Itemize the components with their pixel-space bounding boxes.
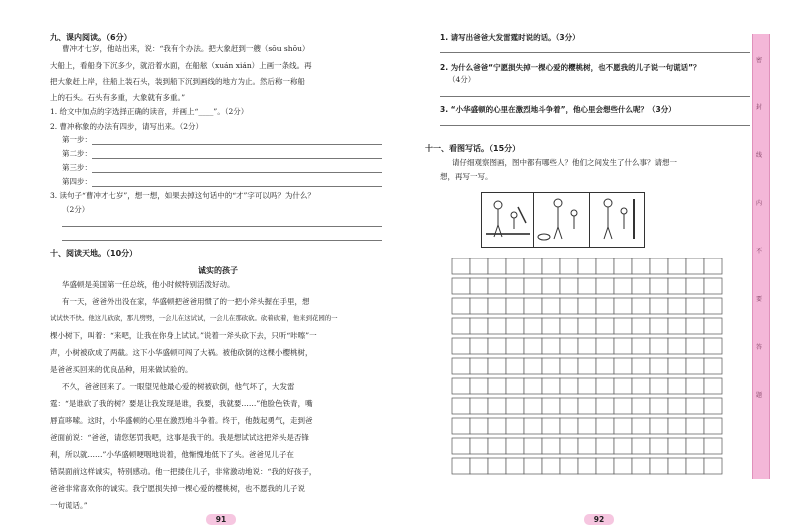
grid-cell[interactable]: [578, 438, 596, 454]
grid-cell[interactable]: [560, 298, 578, 314]
section11-instruction-1: 请仔细观察图画，图中都有哪些人？他们之间发生了什么事？请想一: [452, 158, 677, 167]
grid-cell[interactable]: [704, 438, 722, 454]
grid-cell[interactable]: [632, 318, 650, 334]
grid-cell[interactable]: [578, 278, 596, 294]
grid-cell[interactable]: [470, 298, 488, 314]
right-question2-points: （4分）: [448, 75, 476, 84]
grid-cell[interactable]: [596, 438, 614, 454]
grid-cell[interactable]: [542, 358, 560, 374]
grid-cell[interactable]: [596, 398, 614, 414]
grid-cell[interactable]: [596, 338, 614, 354]
grid-cell[interactable]: [560, 458, 578, 474]
grid-cell[interactable]: [704, 318, 722, 334]
q3-answer-line-2[interactable]: [62, 240, 382, 241]
picture-panel-3: [589, 192, 645, 248]
grid-cell[interactable]: [704, 258, 722, 274]
grid-cell[interactable]: [488, 418, 506, 434]
grid-cell[interactable]: [524, 398, 542, 414]
grid-cell[interactable]: [470, 318, 488, 334]
seal-line-strip: [752, 34, 770, 479]
grid-cell[interactable]: [632, 438, 650, 454]
grid-cell[interactable]: [596, 298, 614, 314]
grid-cell[interactable]: [614, 398, 632, 414]
grid-cell[interactable]: [704, 398, 722, 414]
grid-cell[interactable]: [650, 418, 668, 434]
section9-question2: 2. 曹冲称象的办法有四步，请写出来。（2分）: [50, 122, 204, 131]
grid-cell[interactable]: [452, 258, 470, 274]
grid-cell[interactable]: [614, 358, 632, 374]
grid-cell[interactable]: [470, 398, 488, 414]
grid-cell[interactable]: [488, 398, 506, 414]
grid-cell[interactable]: [704, 298, 722, 314]
grid-cell[interactable]: [452, 278, 470, 294]
grid-cell[interactable]: [542, 458, 560, 474]
step-4-label: 第四步：: [62, 177, 92, 186]
step-1-label: 第一步：: [62, 135, 92, 144]
grid-cell[interactable]: [686, 258, 704, 274]
grid-cell[interactable]: [560, 418, 578, 434]
grid-cell[interactable]: [668, 418, 686, 434]
grid-cell[interactable]: [632, 458, 650, 474]
family-scene-illustration-3: [590, 193, 644, 247]
grid-cell[interactable]: [704, 458, 722, 474]
grid-cell[interactable]: [668, 318, 686, 334]
right-q2-answer-line[interactable]: [440, 96, 750, 97]
grid-cell[interactable]: [506, 418, 524, 434]
seal-char-6: 要: [756, 296, 763, 303]
seal-char-7: 答: [756, 344, 763, 351]
grid-cell[interactable]: [578, 358, 596, 374]
grid-cell[interactable]: [650, 458, 668, 474]
grid-cell[interactable]: [686, 458, 704, 474]
grid-cell[interactable]: [506, 298, 524, 314]
grid-cell[interactable]: [452, 298, 470, 314]
grid-cell[interactable]: [524, 278, 542, 294]
story-paragraph-5: 声，小树被砍成了两截。这下小华盛顿可闯了大祸。被他砍倒的这棵小樱桃树，: [50, 348, 313, 357]
section9-question3-points: （2分）: [62, 205, 90, 214]
grid-cell[interactable]: [668, 278, 686, 294]
grid-cell[interactable]: [650, 438, 668, 454]
seal-char-2: 封: [756, 104, 763, 111]
grid-cell[interactable]: [650, 318, 668, 334]
grid-cell[interactable]: [668, 438, 686, 454]
grid-cell[interactable]: [506, 378, 524, 394]
grid-cell[interactable]: [470, 358, 488, 374]
grid-cell[interactable]: [452, 418, 470, 434]
story-paragraph-11: 利，所以就……”小华盛顿哽咽地说着，他惭愧地低下了头。爸爸见儿子在: [50, 450, 294, 459]
grid-cell[interactable]: [524, 418, 542, 434]
grid-cell[interactable]: [452, 338, 470, 354]
grid-cell[interactable]: [614, 438, 632, 454]
grid-cell[interactable]: [632, 298, 650, 314]
grid-cell[interactable]: [560, 278, 578, 294]
grid-cell[interactable]: [632, 398, 650, 414]
story-paragraph-14: 一句谎话。”: [50, 501, 88, 510]
grid-cell[interactable]: [578, 458, 596, 474]
grid-cell[interactable]: [686, 298, 704, 314]
grid-cell[interactable]: [650, 298, 668, 314]
grid-cell[interactable]: [668, 338, 686, 354]
grid-cell[interactable]: [542, 378, 560, 394]
section9-question1: 1. 给文中加点的字选择正确的读音，并画上“____”。（2分）: [50, 107, 249, 116]
grid-cell[interactable]: [506, 318, 524, 334]
section9-passage-line1: 曹冲才七岁，他站出来，说：“我有个办法。把大象赶到一艘（sōu shōu）: [62, 44, 310, 53]
grid-cell[interactable]: [596, 358, 614, 374]
section9-title: 九、课内阅读。（6分）: [50, 33, 132, 42]
grid-cell[interactable]: [506, 358, 524, 374]
grid-cell[interactable]: [614, 458, 632, 474]
grid-cell[interactable]: [524, 258, 542, 274]
grid-cell[interactable]: [632, 378, 650, 394]
grid-cell[interactable]: [668, 358, 686, 374]
grid-cell[interactable]: [596, 458, 614, 474]
grid-cell[interactable]: [488, 378, 506, 394]
q3-answer-line-1[interactable]: [62, 226, 382, 227]
page-number-right: 92: [584, 514, 614, 525]
grid-cell[interactable]: [524, 298, 542, 314]
grid-cell[interactable]: [686, 338, 704, 354]
grid-cell[interactable]: [686, 398, 704, 414]
grid-cell[interactable]: [452, 378, 470, 394]
grid-cell[interactable]: [668, 258, 686, 274]
grid-cell[interactable]: [506, 438, 524, 454]
grid-cell[interactable]: [452, 438, 470, 454]
picture-panel-1: [481, 192, 535, 248]
grid-cell[interactable]: [470, 438, 488, 454]
grid-cell[interactable]: [614, 258, 632, 274]
grid-cell[interactable]: [650, 258, 668, 274]
grid-cell[interactable]: [542, 338, 560, 354]
grid-cell[interactable]: [452, 358, 470, 374]
grid-cell[interactable]: [542, 318, 560, 334]
grid-cell[interactable]: [686, 358, 704, 374]
grid-cell[interactable]: [614, 418, 632, 434]
step-1-answer-line[interactable]: [92, 144, 382, 145]
writing-grid[interactable]: [440, 258, 740, 478]
story-paragraph-3: 试试快不快。他这儿砍砍，那儿劈劈，一会儿在这试试，一会儿在那砍砍。砍着砍着，他来到花园的一: [50, 314, 338, 322]
grid-cell[interactable]: [542, 278, 560, 294]
grid-cell[interactable]: [596, 278, 614, 294]
grid-cell[interactable]: [560, 378, 578, 394]
grid-cell[interactable]: [614, 298, 632, 314]
grid-cell[interactable]: [578, 418, 596, 434]
grid-cell[interactable]: [704, 278, 722, 294]
grid-cell[interactable]: [560, 338, 578, 354]
grid-cell[interactable]: [560, 358, 578, 374]
grid-cell[interactable]: [668, 458, 686, 474]
grid-cell[interactable]: [686, 418, 704, 434]
story-paragraph-4: 棵小树下，叫着：“来吧，让我在你身上试试。”说着一斧头砍下去，只听“咔嚓”一: [50, 331, 317, 340]
section10-title: 十、阅读天地。（10分）: [50, 249, 138, 258]
grid-cell[interactable]: [668, 298, 686, 314]
grid-cell[interactable]: [470, 338, 488, 354]
grid-cell[interactable]: [704, 338, 722, 354]
grid-cell[interactable]: [488, 338, 506, 354]
seal-char-4: 内: [756, 200, 763, 207]
grid-cell[interactable]: [578, 378, 596, 394]
step-2-answer-line[interactable]: [92, 158, 382, 159]
grid-cell[interactable]: [470, 258, 488, 274]
grid-cell[interactable]: [452, 458, 470, 474]
seal-char-1: 密: [756, 57, 763, 64]
grid-cell[interactable]: [560, 258, 578, 274]
grid-cell[interactable]: [578, 318, 596, 334]
grid-cell[interactable]: [578, 298, 596, 314]
seal-char-8: 题: [756, 392, 763, 399]
story-paragraph-13: 爸爸非常喜欢你的诚实。我宁愿损失掉一棵心爱的樱桃树，也不愿我的儿子说: [50, 484, 305, 493]
grid-cell[interactable]: [614, 378, 632, 394]
grid-cell[interactable]: [524, 458, 542, 474]
grid-cell[interactable]: [578, 338, 596, 354]
grid-cell[interactable]: [560, 398, 578, 414]
grid-cell[interactable]: [560, 438, 578, 454]
right-q1-answer-line[interactable]: [440, 52, 750, 53]
grid-cell[interactable]: [470, 378, 488, 394]
grid-cell[interactable]: [704, 358, 722, 374]
section11-instruction-2: 想，再写一写。: [440, 172, 493, 181]
grid-cell[interactable]: [542, 418, 560, 434]
grid-cell[interactable]: [524, 338, 542, 354]
grid-cell[interactable]: [542, 398, 560, 414]
seal-char-3: 线: [756, 152, 763, 159]
grid-cell[interactable]: [524, 438, 542, 454]
grid-cell[interactable]: [668, 378, 686, 394]
grid-cell[interactable]: [614, 278, 632, 294]
grid-cell[interactable]: [704, 418, 722, 434]
story-paragraph-12: 错误面前这样诚实，特别感动。他一把搂住儿子，非常激动地说：“我的好孩子，: [50, 467, 317, 476]
grid-cell[interactable]: [488, 298, 506, 314]
grid-cell[interactable]: [596, 258, 614, 274]
story-paragraph-10: 爸面前说：“爸爸，请您惩罚我吧，这事是我干的。我是想试试这把斧头是否锋: [50, 433, 309, 442]
seal-char-5: 不: [756, 248, 763, 255]
grid-cell[interactable]: [452, 398, 470, 414]
grid-cell[interactable]: [686, 378, 704, 394]
grid-cell[interactable]: [650, 338, 668, 354]
grid-cell[interactable]: [488, 318, 506, 334]
story-paragraph-7: 不久，爸爸回来了。一眼望见他最心爱的树被砍倒，他气坏了，大发雷: [62, 382, 295, 391]
grid-cell[interactable]: [470, 278, 488, 294]
picture-panel-2: [533, 192, 591, 248]
grid-cell[interactable]: [542, 438, 560, 454]
right-question1: 1. 请写出爸爸大发雷霆时说的话。（3分）: [440, 33, 580, 42]
grid-cell[interactable]: [560, 318, 578, 334]
section9-passage-line3: 把大象赶上岸，往船上装石头，装到船下沉到画线的地方为止。然后称一称船: [50, 77, 305, 86]
grid-cell[interactable]: [452, 318, 470, 334]
grid-cell[interactable]: [632, 258, 650, 274]
grid-cell[interactable]: [632, 418, 650, 434]
family-scene-illustration-2: [534, 193, 590, 247]
story-paragraph-9: 唇直哆嗦。这时，小华盛顿的心里在激烈地斗争着。终于，他鼓起勇气，走到爸: [50, 416, 313, 425]
grid-cell[interactable]: [632, 358, 650, 374]
grid-cell[interactable]: [542, 258, 560, 274]
grid-cell[interactable]: [632, 278, 650, 294]
grid-cell[interactable]: [596, 318, 614, 334]
grid-cell[interactable]: [578, 258, 596, 274]
section9-question3: 3. 读句子“曹冲才七岁”，想一想，如果去掉这句话中的“才”字可以吗？为什么？: [50, 191, 315, 200]
grid-cell[interactable]: [488, 358, 506, 374]
grid-cell[interactable]: [686, 278, 704, 294]
step-2-label: 第二步：: [62, 149, 92, 158]
grid-cell[interactable]: [650, 358, 668, 374]
right-question2: 2. 为什么爸爸“宁愿损失掉一棵心爱的樱桃树，也不愿我的儿子说一句谎话”？: [440, 63, 701, 72]
grid-cell[interactable]: [524, 318, 542, 334]
grid-cell[interactable]: [542, 298, 560, 314]
family-scene-illustration-1: [482, 193, 534, 247]
grid-cell[interactable]: [488, 458, 506, 474]
grid-cell[interactable]: [506, 398, 524, 414]
story-paragraph-8: 霆：“是谁砍了我的树？要是让我发现是谁，我要，我就要……”他脸色铁青，嘴: [50, 399, 313, 408]
grid-cell[interactable]: [668, 398, 686, 414]
story-title: 诚实的孩子: [198, 266, 238, 275]
right-question3: 3. “小华盛顿的心里在激烈地斗争着”，他心里会想些什么呢？（3分）: [440, 105, 676, 114]
grid-cell[interactable]: [506, 458, 524, 474]
section9-passage-line4: 上的石头。石头有多重，大象就有多重。”: [50, 93, 186, 102]
grid-cell[interactable]: [614, 318, 632, 334]
grid-cell[interactable]: [650, 378, 668, 394]
grid-cell[interactable]: [488, 258, 506, 274]
writing-grid-cells[interactable]: [440, 258, 740, 478]
story-paragraph-6: 是爸爸买回来的优良品种，用来做试验的。: [50, 365, 193, 374]
grid-cell[interactable]: [506, 278, 524, 294]
grid-cell[interactable]: [704, 378, 722, 394]
grid-cell[interactable]: [506, 338, 524, 354]
step-3-answer-line[interactable]: [92, 172, 382, 173]
page-number-left: 91: [206, 514, 236, 525]
step-3-label: 第三步：: [62, 163, 92, 172]
grid-cell[interactable]: [488, 438, 506, 454]
story-paragraph-1: 华盛顿是美国第一任总统，他小时候特别活泼好动。: [62, 280, 235, 289]
grid-cell[interactable]: [578, 398, 596, 414]
section9-passage-line2: 大船上，看船身下沉多少，就沿着水面，在船舷（xuán xián）上画一条线。再: [50, 61, 312, 70]
grid-cell[interactable]: [470, 458, 488, 474]
grid-cell[interactable]: [524, 378, 542, 394]
grid-cell[interactable]: [632, 338, 650, 354]
grid-cell[interactable]: [650, 398, 668, 414]
grid-cell[interactable]: [650, 278, 668, 294]
grid-cell[interactable]: [488, 278, 506, 294]
grid-cell[interactable]: [470, 418, 488, 434]
grid-cell[interactable]: [596, 418, 614, 434]
story-paragraph-2: 有一天，爸爸外出没在家，华盛顿把爸爸用惯了的一把小斧头握在手里，想: [62, 297, 310, 306]
grid-cell[interactable]: [596, 378, 614, 394]
grid-cell[interactable]: [614, 338, 632, 354]
section11-title: 十一、看图写话。（15分）: [425, 144, 521, 153]
grid-cell[interactable]: [524, 358, 542, 374]
step-4-answer-line[interactable]: [92, 186, 382, 187]
right-q3-answer-line[interactable]: [440, 125, 750, 126]
grid-cell[interactable]: [506, 258, 524, 274]
grid-cell[interactable]: [686, 438, 704, 454]
grid-cell[interactable]: [686, 318, 704, 334]
